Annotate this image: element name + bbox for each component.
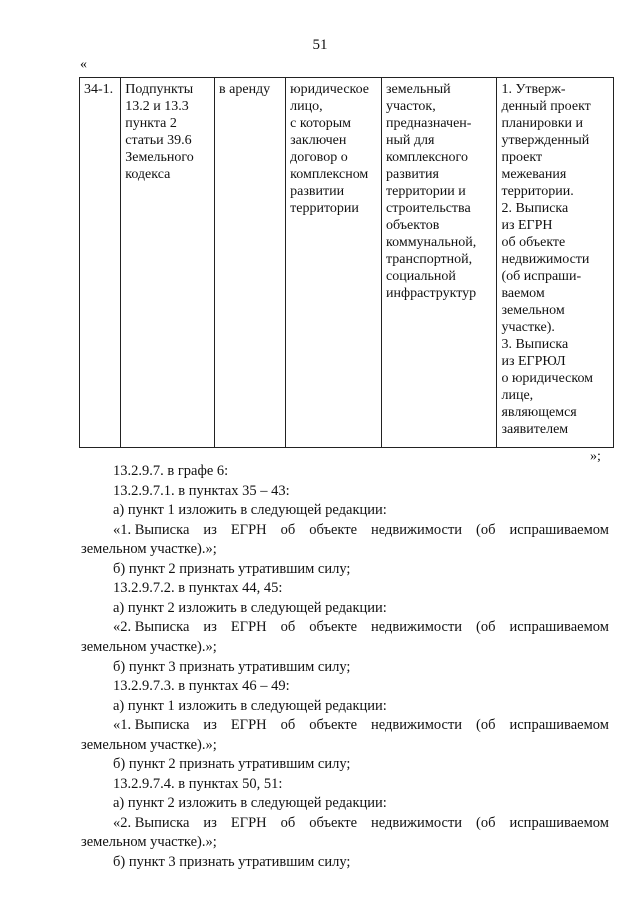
subitems-cell bbox=[121, 78, 215, 448]
cell-text-line: пункта 2 bbox=[125, 116, 177, 131]
word: испрашиваемом bbox=[509, 619, 609, 636]
word: ЕГРН bbox=[230, 521, 267, 538]
cell-text-line: проект bbox=[501, 150, 543, 165]
cell-text-line: являющемся bbox=[501, 405, 577, 420]
word: из bbox=[203, 717, 217, 734]
continuation-line: земельном участке).»; bbox=[81, 834, 217, 851]
cell-text-line: социальной bbox=[386, 269, 456, 284]
cell-text-line: статьи 39.6 bbox=[125, 133, 192, 148]
word: об bbox=[280, 619, 296, 636]
word: (об bbox=[476, 814, 496, 831]
paragraph-line: а) пункт 2 изложить в следующей редакции: bbox=[113, 795, 387, 812]
word: объекте bbox=[309, 717, 358, 734]
word: из bbox=[203, 619, 217, 636]
amendment-table bbox=[79, 77, 614, 448]
row-number-cell bbox=[80, 78, 121, 448]
paragraph-line: 13.2.9.7. в графе 6: bbox=[113, 463, 229, 479]
word: «1. Выписка bbox=[113, 521, 190, 538]
paragraph-line: б) пункт 2 признать утратившим силу; bbox=[113, 756, 351, 773]
quoted-amendment-line bbox=[113, 717, 609, 734]
word: ЕГРН bbox=[230, 814, 267, 831]
cell-text-line: договор о bbox=[290, 150, 348, 165]
cell-text-line: межевания bbox=[501, 167, 567, 182]
cell-text-line: инфраструктур bbox=[386, 286, 477, 301]
cell-text-line: о юридическом bbox=[501, 371, 594, 386]
cell-text-line: с которым bbox=[290, 116, 351, 131]
quoted-amendment-line bbox=[113, 619, 609, 636]
paragraph-line: а) пункт 1 изложить в следующей редакции: bbox=[113, 502, 387, 519]
cell-text-line: территории. bbox=[501, 184, 574, 199]
word: испрашиваемом bbox=[509, 814, 609, 831]
cell-text-line: 34-1. bbox=[84, 82, 114, 97]
cell-text-line: 2. Выписка bbox=[501, 201, 569, 216]
right-type-cell bbox=[215, 78, 286, 448]
word: «1. Выписка bbox=[113, 717, 190, 734]
paragraph-line: 13.2.9.7.3. в пунктах 46 – 49: bbox=[113, 678, 290, 695]
word: испрашиваемом bbox=[509, 717, 609, 734]
word: недвижимости bbox=[370, 619, 463, 636]
word: недвижимости bbox=[370, 814, 463, 831]
word: объекте bbox=[309, 814, 358, 831]
cell-text-line: 1. Утверж- bbox=[501, 82, 566, 97]
word: «2. Выписка bbox=[113, 619, 190, 636]
cell-text-line: недвижимости bbox=[501, 252, 590, 267]
cell-text-line: 13.2 и 13.3 bbox=[125, 99, 189, 114]
opening-quote: « bbox=[80, 57, 87, 72]
word: недвижимости bbox=[370, 717, 463, 734]
cell-text-line: об объекте bbox=[501, 235, 566, 250]
continuation-line: земельном участке).»; bbox=[81, 541, 217, 558]
continuation-line: земельном участке).»; bbox=[81, 736, 217, 753]
word: объекте bbox=[309, 619, 358, 636]
cell-text-line: планировки и bbox=[501, 116, 584, 131]
cell-text-line: утвержденный bbox=[501, 133, 590, 148]
word: объекте bbox=[309, 521, 358, 538]
continuation-line: земельном участке).»; bbox=[81, 638, 217, 655]
word: из bbox=[203, 521, 217, 538]
cell-text-line: 3. Выписка bbox=[501, 337, 569, 352]
word: об bbox=[280, 717, 296, 734]
cell-text-line: лицо, bbox=[290, 99, 323, 114]
cell-text-line: лице, bbox=[501, 388, 534, 403]
cell-text-line: участке). bbox=[501, 320, 555, 335]
word: испрашиваемом bbox=[509, 521, 609, 538]
cell-text-line: из ЕГРЮЛ bbox=[501, 354, 566, 369]
cell-text-line: развития bbox=[386, 167, 439, 182]
cell-text-line: заявителем bbox=[501, 422, 569, 437]
cell-text-line: коммунальной, bbox=[386, 235, 477, 250]
cell-text-line: строительства bbox=[386, 201, 471, 216]
paragraph-line: б) пункт 2 признать утратившим силу; bbox=[113, 560, 351, 577]
table-row bbox=[80, 78, 614, 448]
closing-quote: »; bbox=[590, 449, 601, 464]
cell-text-line: ваемом bbox=[501, 286, 545, 301]
documents-cell bbox=[497, 78, 614, 448]
cell-text-line: территории bbox=[290, 201, 359, 216]
cell-text-line: кодекса bbox=[125, 167, 171, 182]
cell-text-line: земельный bbox=[386, 82, 451, 97]
land-plot-cell bbox=[382, 78, 497, 448]
applicant-cell bbox=[286, 78, 382, 448]
cell-text-line: Земельного bbox=[125, 150, 194, 165]
word: (об bbox=[476, 717, 496, 734]
cell-text-line: развитии bbox=[290, 184, 345, 199]
paragraph-line: 13.2.9.7.4. в пунктах 50, 51: bbox=[113, 775, 283, 792]
cell-text-line: предназначен- bbox=[386, 116, 472, 131]
cell-text-line: (об испраши- bbox=[501, 269, 582, 284]
cell-text-line: объектов bbox=[386, 218, 440, 233]
paragraph-line: а) пункт 2 изложить в следующей редакции: bbox=[113, 599, 387, 616]
word: об bbox=[280, 814, 296, 831]
word: недвижимости bbox=[370, 521, 463, 538]
cell-text-line: в аренду bbox=[219, 82, 271, 97]
word: (об bbox=[476, 521, 496, 538]
cell-text-line: Подпункты bbox=[125, 82, 194, 97]
cell-text-line: из ЕГРН bbox=[501, 218, 553, 233]
cell-text-line: комплексного bbox=[386, 150, 468, 165]
cell-text-line: участок, bbox=[386, 99, 436, 114]
quoted-amendment-line bbox=[113, 815, 609, 832]
word: «2. Выписка bbox=[113, 814, 190, 831]
word: (об bbox=[476, 619, 496, 636]
word: об bbox=[280, 521, 296, 538]
cell-text-line: комплексном bbox=[290, 167, 369, 182]
cell-text-line: ный для bbox=[386, 133, 435, 148]
quoted-amendment-line bbox=[113, 522, 609, 539]
word: ЕГРН bbox=[230, 717, 267, 734]
cell-text-line: транспортной, bbox=[386, 252, 473, 267]
paragraph-line: 13.2.9.7.1. в пунктах 35 – 43: bbox=[113, 482, 290, 499]
page-number: 51 bbox=[312, 37, 328, 53]
paragraph-line: б) пункт 3 признать утратившим силу; bbox=[113, 854, 351, 870]
cell-text-line: территории и bbox=[386, 184, 466, 199]
paragraph-line: 13.2.9.7.2. в пунктах 44, 45: bbox=[113, 580, 283, 597]
cell-text-line: юридическое bbox=[290, 82, 370, 97]
word: ЕГРН bbox=[230, 619, 267, 636]
paragraph-line: б) пункт 3 признать утратившим силу; bbox=[113, 658, 351, 675]
cell-text-line: заключен bbox=[290, 133, 347, 148]
paragraph-line: а) пункт 1 изложить в следующей редакции: bbox=[113, 697, 387, 714]
cell-text-line: денный проект bbox=[501, 99, 591, 114]
cell-text-line: земельном bbox=[501, 303, 565, 318]
word: из bbox=[203, 814, 217, 831]
